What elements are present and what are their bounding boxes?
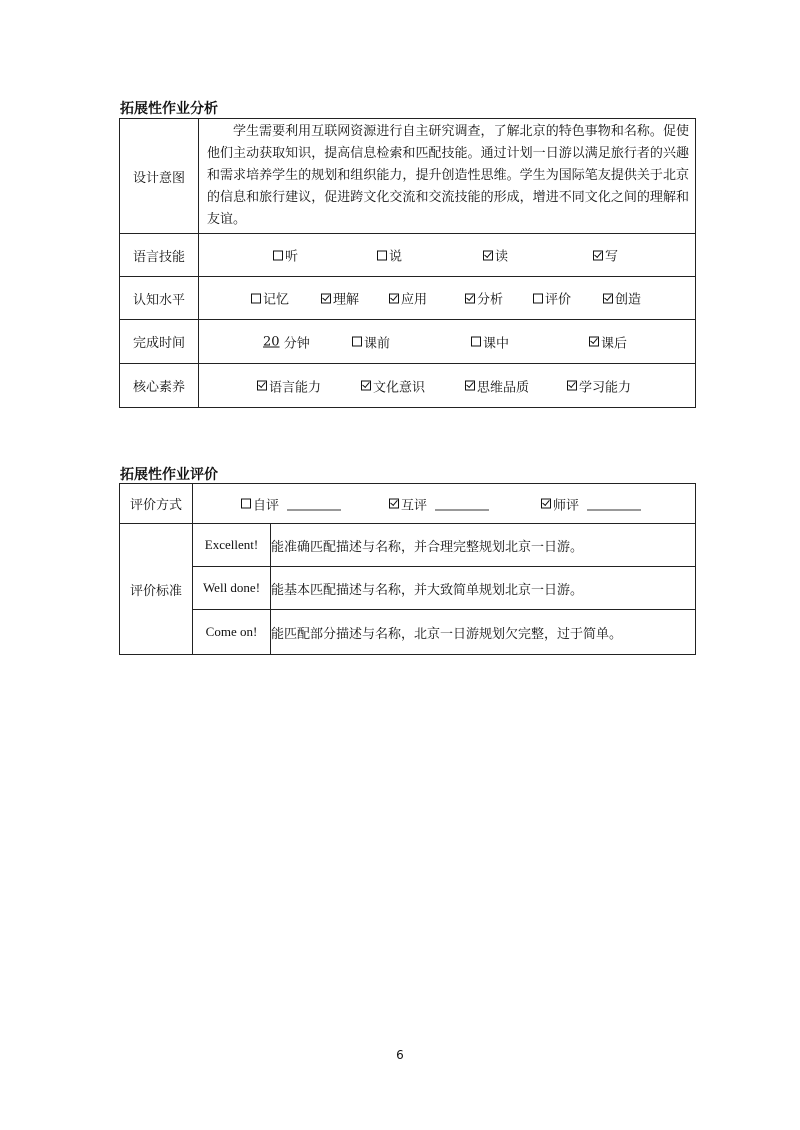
duration-value: 20 分钟 xyxy=(263,334,310,351)
option-remember[interactable]: 记忆 xyxy=(251,289,289,308)
checkbox-icon[interactable] xyxy=(251,293,261,303)
option-teacher-eval[interactable]: 师评 xyxy=(541,494,641,513)
checkbox-icon[interactable] xyxy=(471,337,481,347)
teacher-eval-blank[interactable] xyxy=(587,497,641,510)
checked-checkbox-icon[interactable] xyxy=(603,293,613,303)
option-read[interactable]: 读 xyxy=(483,246,508,265)
design-intent-row xyxy=(120,119,696,234)
design-intent-text: 学生需要利用互联网资源进行自主研究调查，了解北京的特色事物和名称。促使他们主动获取知识，提高信息检索和匹配技能。通过计划一日游以满足旅行者的兴趣和需求培养学生的规划和组织能力，提升创造性思维。学生为国际笔友提供关于北京的信息和旅行建议，促进跨文化交流和交流技能的形成，增进不同文化之间的理解和友谊。 xyxy=(207,124,689,227)
criteria-well-done: 能基本匹配描述与名称，并大致简单规划北京一日游。 xyxy=(271,567,696,610)
peer-eval-blank[interactable] xyxy=(435,497,489,510)
checked-checkbox-icon[interactable] xyxy=(541,499,551,509)
self-eval-blank[interactable] xyxy=(287,497,341,510)
level-well-done: Well done! xyxy=(193,567,271,610)
option-understand[interactable]: 理解 xyxy=(321,289,359,308)
option-write[interactable]: 写 xyxy=(593,246,618,265)
checked-checkbox-icon[interactable] xyxy=(465,381,475,391)
option-self-eval[interactable]: 自评 xyxy=(241,494,341,513)
option-in-class[interactable]: 课中 xyxy=(471,332,509,351)
analysis-table xyxy=(119,118,696,408)
checked-checkbox-icon[interactable] xyxy=(593,250,603,260)
checkbox-icon[interactable] xyxy=(241,499,251,509)
option-peer-eval[interactable]: 互评 xyxy=(389,494,489,513)
option-listen[interactable]: 听 xyxy=(273,246,298,265)
checked-checkbox-icon[interactable] xyxy=(321,293,331,303)
option-before-class[interactable]: 课前 xyxy=(352,332,390,351)
cognitive-level-row xyxy=(120,277,696,320)
checked-checkbox-icon[interactable] xyxy=(589,337,599,347)
option-after-class[interactable]: 课后 xyxy=(589,332,627,351)
checked-checkbox-icon[interactable] xyxy=(389,499,399,509)
checkbox-icon[interactable] xyxy=(377,250,387,260)
core-literacy-label: 核心素养 xyxy=(120,364,199,408)
checked-checkbox-icon[interactable] xyxy=(361,381,371,391)
criteria-excellent: 能准确匹配描述与名称，并合理完整规划北京一日游。 xyxy=(271,524,696,567)
option-evaluate[interactable]: 评价 xyxy=(533,289,571,308)
checked-checkbox-icon[interactable] xyxy=(389,293,399,303)
criteria-row xyxy=(120,524,696,567)
criteria-come-on: 能匹配部分描述与名称，北京一日游规划欠完整，过于简单。 xyxy=(271,610,696,655)
evaluation-method-row xyxy=(120,484,696,524)
analysis-title: 拓展性作业分析 xyxy=(120,101,218,117)
evaluation-title: 拓展性作业评价 xyxy=(120,467,218,483)
checkbox-icon[interactable] xyxy=(352,337,362,347)
language-skills-label: 语言技能 xyxy=(120,234,199,277)
level-excellent: Excellent! xyxy=(193,524,271,567)
option-language-ability[interactable]: 语言能力 xyxy=(257,376,321,395)
level-come-on: Come on! xyxy=(193,610,271,655)
language-skills-row xyxy=(120,234,696,277)
option-learning-ability[interactable]: 学习能力 xyxy=(567,376,631,395)
checked-checkbox-icon[interactable] xyxy=(483,250,493,260)
completion-time-label: 完成时间 xyxy=(120,320,199,364)
option-thinking-quality[interactable]: 思维品质 xyxy=(465,376,529,395)
criteria-row xyxy=(120,610,696,655)
design-intent-label: 设计意图 xyxy=(120,119,199,234)
checkbox-icon[interactable] xyxy=(533,293,543,303)
option-cultural-awareness[interactable]: 文化意识 xyxy=(361,376,425,395)
criteria-label: 评价标准 xyxy=(120,524,193,655)
completion-time-row xyxy=(120,320,696,364)
criteria-row xyxy=(120,567,696,610)
option-create[interactable]: 创造 xyxy=(603,289,641,308)
option-apply[interactable]: 应用 xyxy=(389,289,427,308)
core-literacy-row xyxy=(120,364,696,408)
option-speak[interactable]: 说 xyxy=(377,246,402,265)
checked-checkbox-icon[interactable] xyxy=(567,381,577,391)
option-analyze[interactable]: 分析 xyxy=(465,289,503,308)
checked-checkbox-icon[interactable] xyxy=(465,293,475,303)
cognitive-level-label: 认知水平 xyxy=(120,277,199,320)
page-number: 6 xyxy=(396,1048,404,1062)
checkbox-icon[interactable] xyxy=(273,250,283,260)
checked-checkbox-icon[interactable] xyxy=(257,381,267,391)
evaluation-method-label: 评价方式 xyxy=(120,484,193,524)
evaluation-table xyxy=(119,483,696,655)
